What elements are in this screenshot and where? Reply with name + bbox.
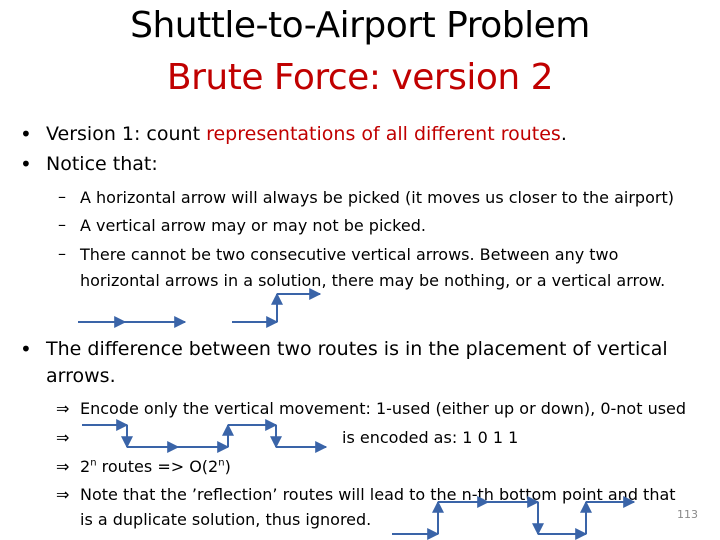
sub-bullet-consecutive-line2: horizontal arrows in a solution, there may be nothing, or a vertical arrow.: [80, 271, 666, 290]
complexity-end: ): [224, 457, 231, 476]
slide-number: 113: [677, 508, 698, 521]
route-example-with-vertical: [232, 294, 320, 322]
implication-encoded-as: is encoded as: 1 0 1 1: [342, 428, 519, 447]
bullet-marker: •: [20, 122, 32, 146]
route-encoded-example: [82, 425, 326, 447]
sub-bullet-vertical: A vertical arrow may or may not be picked.: [80, 216, 426, 235]
bullet-version1-highlight: representations of all different routes: [206, 123, 561, 145]
implication-reflection-line2: is a duplicate solution, thus ignored.: [80, 510, 372, 529]
bullet-marker: •: [20, 337, 32, 361]
bullet-notice: Notice that:: [46, 153, 158, 175]
complexity-exponent: n: [218, 457, 225, 469]
bullet-version1-text: Version 1: count: [46, 123, 207, 145]
implication-reflection-line1: Note that the ’reflection’ routes will lead to the n-th bottom point and that: [80, 485, 676, 504]
dash-marker: –: [58, 215, 66, 234]
route-reflection-example: [392, 502, 634, 534]
implication-encode: Encode only the vertical movement: 1-used (either up or down), 0-not used: [80, 399, 687, 418]
complexity-exponent: n: [90, 457, 97, 469]
bullet-marker: •: [20, 152, 32, 176]
implies-icon: ⇒: [56, 399, 70, 418]
dash-marker: –: [58, 187, 66, 206]
complexity-middle: routes => O(2: [96, 457, 219, 476]
dash-marker: –: [58, 244, 66, 263]
sub-bullet-consecutive-line1: There cannot be two consecutive vertical arrows. Between any two: [80, 245, 619, 264]
slide-subtitle: Brute Force: version 2: [166, 57, 554, 98]
sub-bullet-horizontal: A horizontal arrow will always be picked (it moves us closer to the airport): [80, 188, 674, 207]
bullet-difference-line1: The difference between two routes is in the placement of vertical: [46, 338, 668, 360]
complexity-base: 2: [80, 457, 91, 476]
implies-icon: ⇒: [56, 485, 70, 504]
slide-title: Shuttle-to-Airport Problem: [130, 5, 590, 46]
implies-icon: ⇒: [56, 457, 70, 476]
bullet-version1-period: .: [560, 123, 567, 145]
implies-icon: ⇒: [56, 428, 70, 447]
bullet-difference-line2: arrows.: [46, 365, 116, 387]
